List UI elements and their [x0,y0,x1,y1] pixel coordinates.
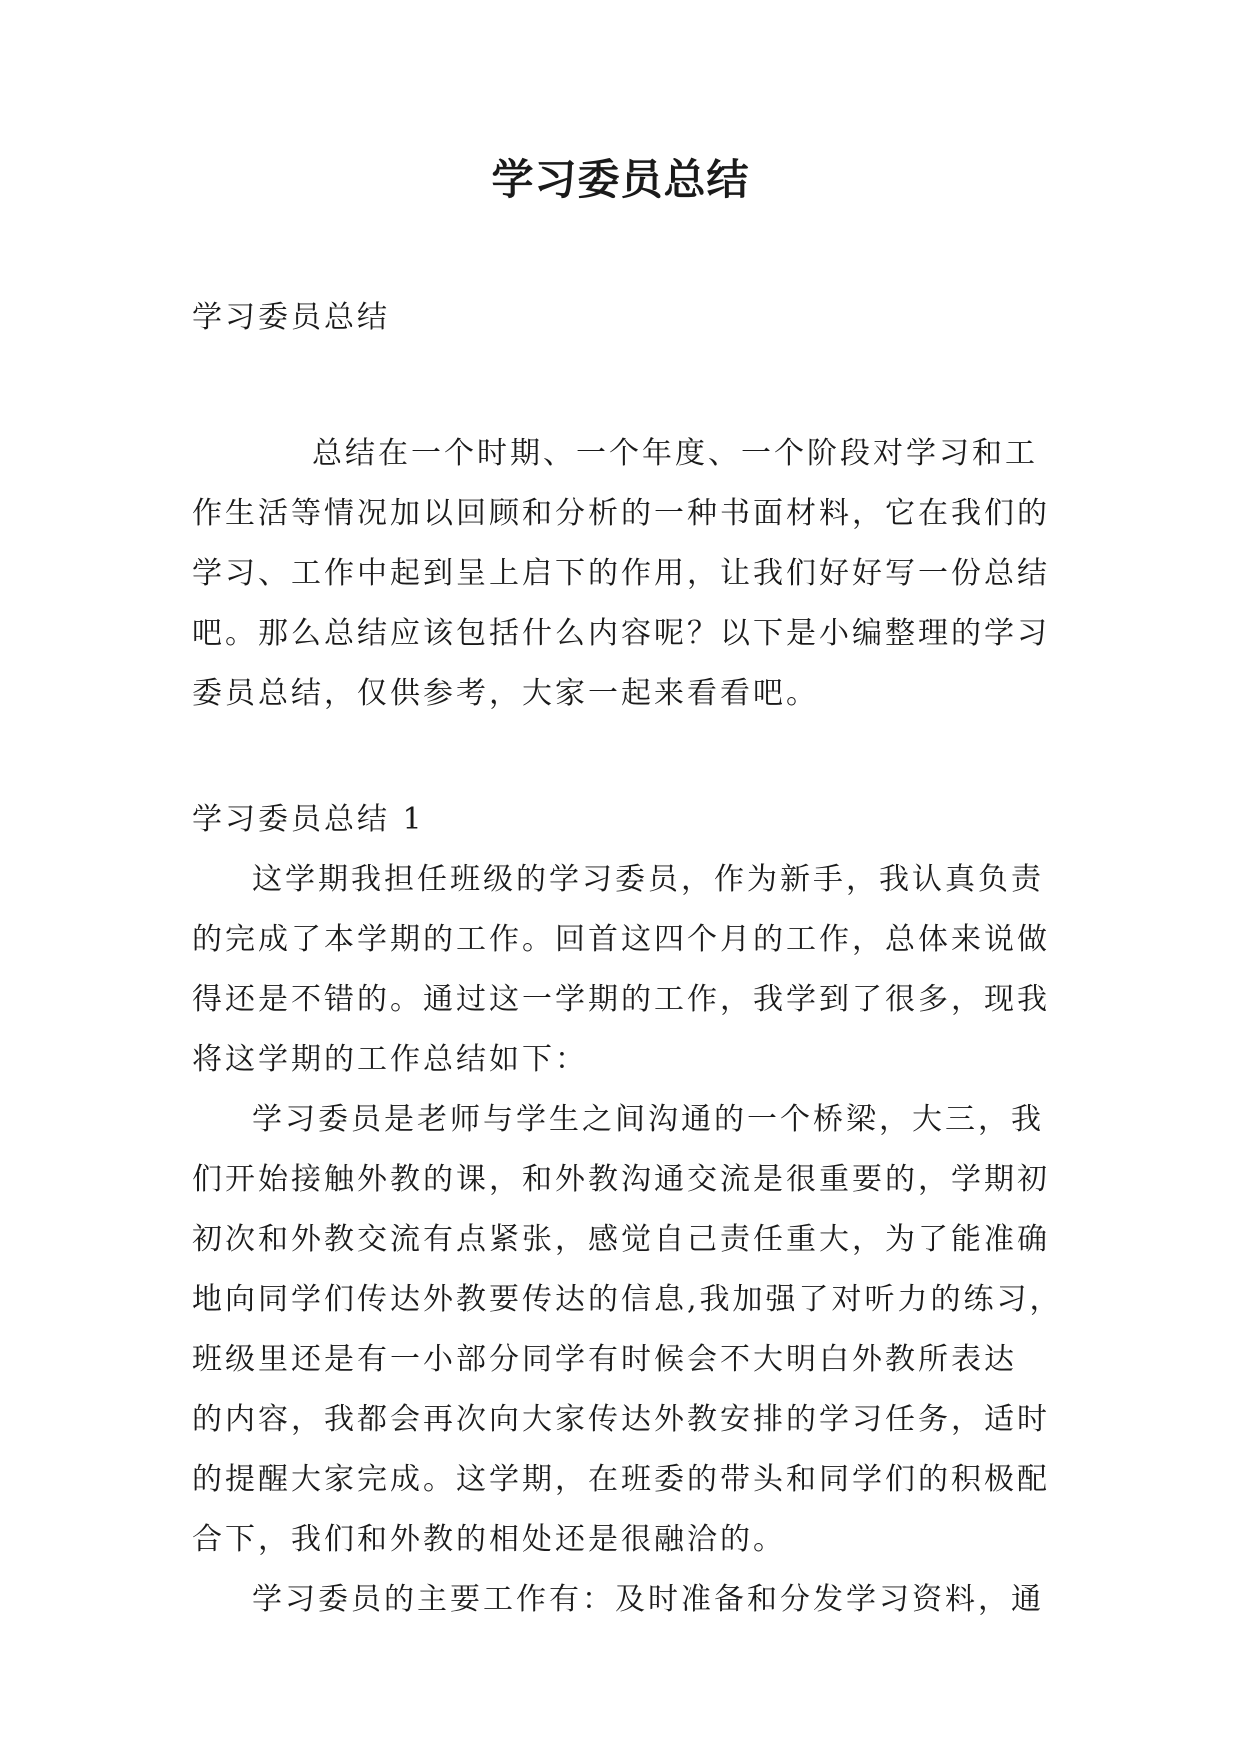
document-title: 学习委员总结 [491,155,750,204]
paragraph-line: 班级里还是有一小部分同学有时候会不大明白外教所表达 [192,1342,1017,1377]
paragraph-line: 的完成了本学期的工作。回首这四个月的工作，总体来说做 [192,922,1050,957]
body-paragraph-2 [192,1090,1063,1570]
paragraph-line: 的提醒大家完成。这学期，在班委的带头和同学们的积极配 [192,1462,1050,1497]
body-paragraph-1 [192,850,1050,1090]
paragraph-line: 地向同学们传达外教要传达的信息,我加强了对听力的练习， [192,1282,1063,1317]
body-paragraph-3 [192,1570,1050,1630]
paragraph-line: 们开始接触外教的课，和外教沟通交流是很重要的，学期初 [192,1162,1050,1197]
intro-line: 作生活等情况加以回顾和分析的一种书面材料，它在我们的 [192,496,1050,531]
intro-line: 学习、工作中起到呈上启下的作用，让我们好好写一份总结 [192,556,1050,591]
document-body [192,288,1063,1630]
document-subtitle: 学习委员总结 [192,300,390,335]
intro-line: 总结在一个时期、一个年度、一个阶段对学习和工 [312,436,1038,471]
spacer [192,724,1050,790]
paragraph-line: 这学期我担任班级的学习委员，作为新手，我认真负责 [252,862,1044,897]
paragraph-line: 合下，我们和外教的相处还是很融洽的。 [192,1522,786,1557]
intro-line: 委员总结，仅供参考，大家一起来看看吧。 [192,676,819,711]
spacer [192,348,1050,424]
paragraph-line: 初次和外教交流有点紧张，感觉自己责任重大，为了能准确 [192,1222,1050,1257]
paragraph-line: 学习委员的主要工作有：及时准备和分发学习资料，通 [252,1582,1044,1617]
paragraph-line: 得还是不错的。通过这一学期的工作，我学到了很多，现我 [192,982,1050,1017]
intro-paragraph [192,424,1050,724]
paragraph-line: 的内容，我都会再次向大家传达外教安排的学习任务，适时 [192,1402,1050,1437]
section-heading: 学习委员总结 1 [192,802,425,837]
paragraph-line: 学习委员是老师与学生之间沟通的一个桥梁，大三，我 [252,1102,1044,1137]
intro-line: 吧。那么总结应该包括什么内容呢？以下是小编整理的学习 [192,616,1050,651]
paragraph-line: 将这学期的工作总结如下： [192,1042,588,1077]
